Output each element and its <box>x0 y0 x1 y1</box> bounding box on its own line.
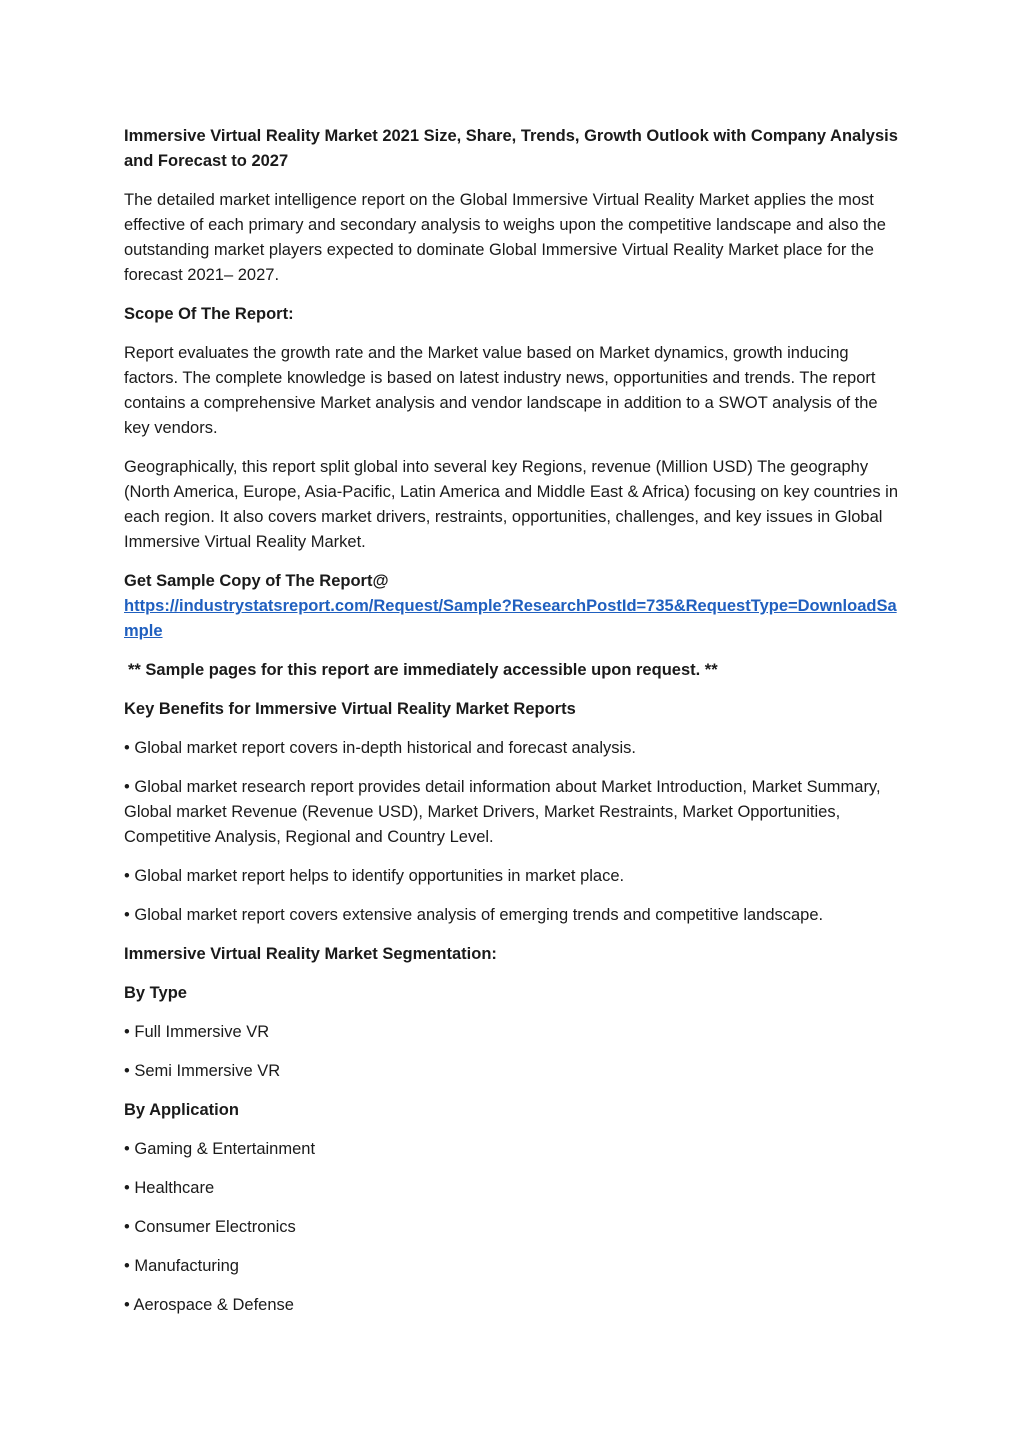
sample-block <box>124 569 904 644</box>
scope-paragraph-2: Geographically, this report split global into several key Regions, revenue (Million USD) The geography (North America, Europe, Asia-Pacific, Latin America and Middle East & Africa) focusing on key countries in each region. It also covers market drivers, restraints, opportunities, challenges, and key issues in Global Immersive Virtual Reality Market. <box>124 458 899 551</box>
list-item: • Semi Immersive VR <box>124 1062 281 1080</box>
scope-heading: Scope Of The Report: <box>124 305 294 323</box>
list-item: • Aerospace & Defense <box>124 1296 294 1314</box>
sample-notice: ** Sample pages for this report are immediately accessible upon request. ** <box>128 661 718 679</box>
sample-heading: Get Sample Copy of The Report@ <box>124 572 389 590</box>
intro-paragraph: The detailed market intelligence report on the Global Immersive Virtual Reality Market applies the most effective of each primary and secondary analysis to weighs upon the competitive landscape and also the outstanding market players expected to dominate Global Immersive Virtual Reality Market place for the forecast 2021– 2027. <box>124 191 886 284</box>
list-item: • Healthcare <box>124 1179 215 1197</box>
list-item: • Gaming & Entertainment <box>124 1140 316 1158</box>
sample-link[interactable]: https://industrystatsreport.com/Request/Sample?ResearchPostId=735&RequestType=DownloadSample <box>124 597 897 640</box>
benefits-heading: Key Benefits for Immersive Virtual Reality Market Reports <box>124 700 576 718</box>
scope-paragraph-1: Report evaluates the growth rate and the Market value based on Market dynamics, growth inducing factors. The complete knowledge is based on latest industry news, opportunities and trends. The report contains a comprehensive Market analysis and vendor landscape in addition to a SWOT analysis of the key vendors. <box>124 344 878 437</box>
segmentation-heading: Immersive Virtual Reality Market Segmentation: <box>124 945 497 963</box>
document-page <box>124 124 904 1332</box>
list-item: • Global market report covers extensive analysis of emerging trends and competitive landscape. <box>124 906 824 924</box>
by-type-heading: By Type <box>124 984 187 1002</box>
list-item: • Consumer Electronics <box>124 1218 296 1236</box>
list-item: • Full Immersive VR <box>124 1023 270 1041</box>
list-item: • Global market report helps to identify opportunities in market place. <box>124 867 625 885</box>
list-item: • Manufacturing <box>124 1257 239 1275</box>
list-item: • Global market report covers in-depth historical and forecast analysis. <box>124 739 637 757</box>
by-application-heading: By Application <box>124 1101 239 1119</box>
list-item: • Global market research report provides detail information about Market Introduction, Market Summary, Global market Revenue (Revenue USD), Market Drivers, Market Restraints, Market Opportunities, Competitive Analysis, Regional and Country Level. <box>124 778 881 846</box>
document-title: Immersive Virtual Reality Market 2021 Size, Share, Trends, Growth Outlook with Company Analysis and Forecast to 2027 <box>124 127 898 170</box>
